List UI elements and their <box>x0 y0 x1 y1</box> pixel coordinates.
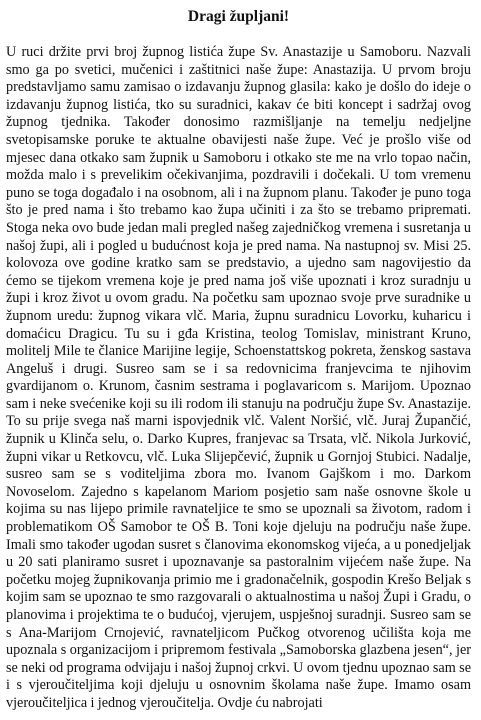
body-paragraph: U ruci držite prvi broj župnog listića župe Sv. Anastazije u Samoboru. Nazvali smo ga po svetici, mučenici i zaštitnici naše župe: Anastazija. U prvom broju predstavljamo samu zamisao o izdavanju župnog glasila: kako je došlo do ideje o izdavanju župnog listića, tko su suradnici, kakav će biti koncept i sadržaj ovog župnog tjednika. Također donosimo razmišljanje na temelju nedjeljne svetopisamske poruke te aktualne obavijesti naše župe. Već je prošlo više od mjesec dana otkako sam župnik u Samoboru i otkako ste me na vrlo topao način, možda malo i s prevelikim očekivanjima, pozdravili i dočekali. U tom vremenu puno se toga događalo i na osobnom, ali i na župnom planu. Također je puno toga što je pred nama i što trebamo kao župa učiniti i za što se trebamo pripremati. Stoga neka ovo bude jedan mali pregled našeg zajedničkog vremena i susretanja u našoj župi, ali i pogled u budućnost koja je pred nama. Na nastupnoj sv. Misi 25. kolovoza ove godine kratko sam se predstavio, a ujedno sam nagovijestio da ćemo se tijekom vremena koje je pred nama još više upoznati i kroz suradnju u župi i kroz život u ovom gradu. Na početku sam upoznao svoje prve suradnike u župnom uredu: župnog vikara vlč. Maria, župnu suradnicu Lovorku, kuharicu i domaćicu Dragicu. Tu su i gđa Kristina, teolog Tomislav, ministrant Kruno, molitelj Mile te članice Marijine legije, Schoenstattskog pokreta, ženskog sastava Angeluš i drugi. Susreo sam se i sa redovnicima franjevcima te njihovim gvardijanom o. Krunom, časnim sestrama i poglavaricom s. Marijom. Upoznao sam i neke svećenike koji su ili rodom ili stanuju na području župe Sv. Anastazije. To su prije svega naš marni ispovjednik vlč. Valent Noršić, vlč. Juraj Župančić, župnik u Klinča selu, o. Darko Kupres, franjevac sa Trsata, vlč. Nikola Jurković, župni vikar u Retkovcu, vlč. Luka Slijepčević, župnik u Gornjoj Stubici. Nadalje, susreo sam se s voditeljima zbora mo. Ivanom Gajškom i mo. Darkom Novoselom. Zajedno s kapelanom Mariom posjetio sam naše osnovne škole u kojima su nas lijepo primile ravnateljice te smo se upoznali sa životom, radom i problematikom OŠ Samobor te OŠ B. Toni koje djeluju na području naše župe. Imali smo također ugodan susret s članovima ekonomskog vijeća, a u ponedjeljak u 20 sati planiramo susret i upoznavanje sa pastoralnim vijećem naše župe. Na početku mojeg župnikovanja primio me i gradonačelnik, gospodin Krešo Beljak s kojim sam se upoznao te smo razgovarali o aktualnostima u našoj Župi i Gradu, o planovima i projektima te o budućoj, vjerujem, uspješnoj suradnji. Susreo sam se s Ana-Marijom Crnojević, ravnateljicom Pučkog otvorenog učilišta koja me upoznala s organizacijom i pripremom festivala „Samoborska glazbena jesen“, jer se neki od programa odvijaju i našoj župnoj crkvi. U ovom tjednu upoznao sam se i s vjeroučiteljima koji djeluju u osnovnim školama naše župe. Imamo osam vjeroučiteljica i jednog vjeroučitelja. Ovdje ću nabrojati <box>6 44 471 711</box>
document-page <box>6 0 471 720</box>
page-title: Dragi župljani! <box>187 8 290 25</box>
